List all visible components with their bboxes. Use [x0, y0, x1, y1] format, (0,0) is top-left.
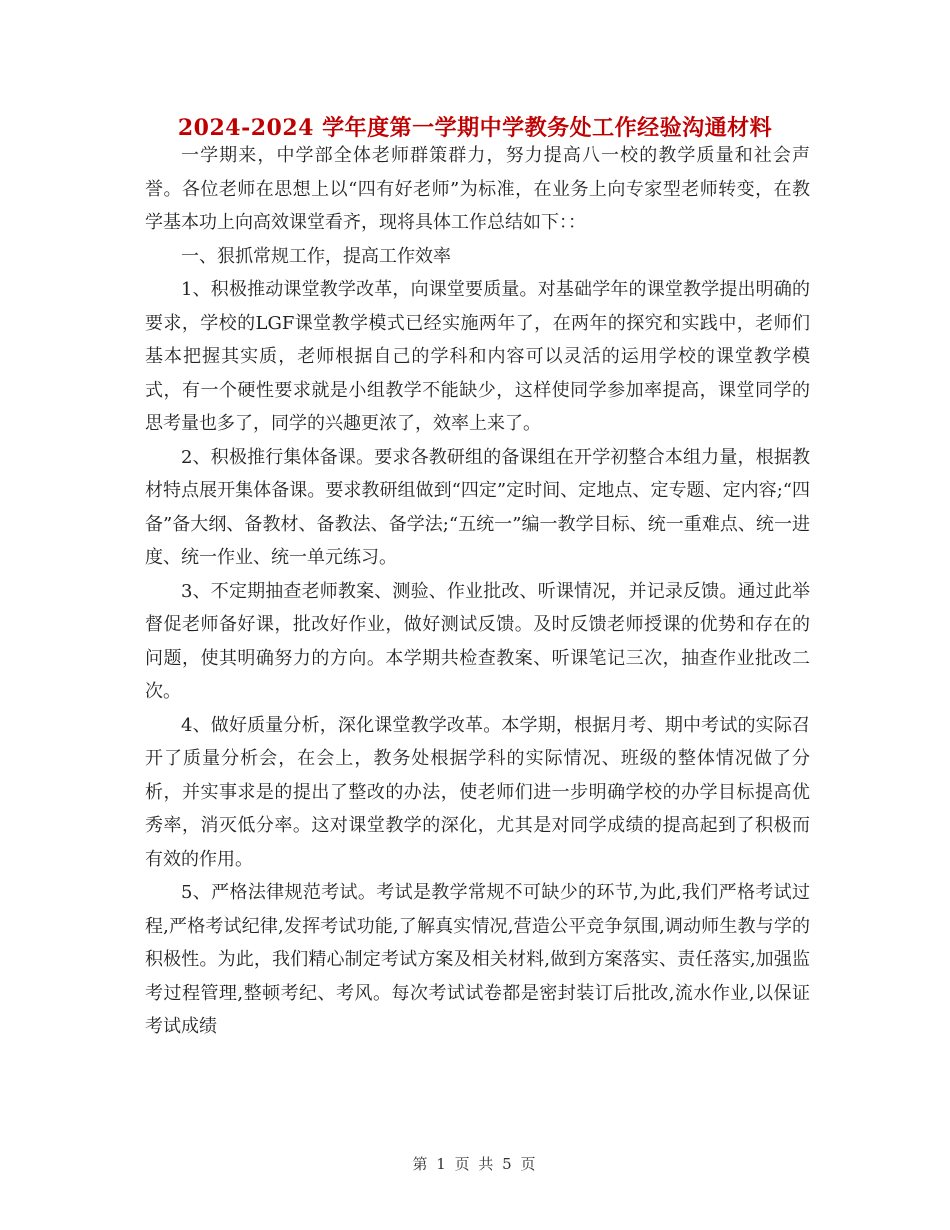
- item-paragraph-5: 5、严格法律规范考试。考试是教学常规不可缺少的环节,为此,我们严格考试过程,严格考试纪律,发挥考试功能,了解真实情况,营造公平竞争氛围,调动师生教与学的积极性。为此，我们精心制定考试方案及相关材料,做到方案落实、责任落实,加强监考过程管理,整顿考纪、考风。每次考试试卷都是密封装订后批改,流水作业,以保证考试成绩: [145, 882, 810, 1037]
- section-heading: 一、狠抓常规工作，提高工作效率: [181, 245, 451, 267]
- item-paragraph-1: 1、积极推动课堂教学改革，向课堂要质量。对基础学年的课堂教学提出明确的要求，学校的LGF课堂教学模式已经实施两年了，在两年的探究和实践中，老师们基本把握其实质，老师根据自己的学科和内容可以灵活的运用学校的课堂教学模式，有一个硬性要求就是小组教学不能缺少，这样使同学参加率提高，课堂同学的思考量也多了，同学的兴趣更浓了，效率上来了。: [145, 279, 810, 434]
- document-body: [145, 139, 810, 1044]
- page-number: 第 1 页 共 5 页: [412, 1155, 538, 1173]
- item-paragraph-3: 3、不定期抽查老师教案、测验、作业批改、听课情况，并记录反馈。通过此举督促老师备好课，批改好作业，做好测试反馈。及时反馈老师授课的优势和存在的问题，使其明确努力的方向。本学期共检查教案、听课笔记三次，抽查作业批改二次。: [145, 580, 810, 702]
- item-paragraph-2: 2、积极推行集体备课。要求各教研组的备课组在开学初整合本组力量，根据教材特点展开集体备课。要求教研组做到“四定”定时间、定地点、定专题、定内容;“四备”备大纲、备教材、备教法、备学法;“五统一”编一教学目标、统一重难点、统一进度、统一作业、统一单元练习。: [145, 446, 810, 568]
- intro-paragraph: 一学期来，中学部全体老师群策群力，努力提高八一校的教学质量和社会声誉。各位老师在思想上以“四有好老师”为标准，在业务上向专家型老师转变，在教学基本功上向高效课堂看齐，现将具体工作总结如下：：: [145, 145, 810, 233]
- item-paragraph-4: 4、做好质量分析，深化课堂教学改革。本学期，根据月考、期中考试的实际召开了质量分析会，在会上，教务处根据学科的实际情况、班级的整体情况做了分析，并实事求是的提出了整改的办法，使老师们进一步明确学校的办学目标提高优秀率，消灭低分率。这对课堂教学的深化，尤其是对同学成绩的提高起到了积极而有效的作用。: [145, 714, 810, 870]
- document-title: 2024-2024 学年度第一学期中学教务处工作经验沟通材料: [177, 115, 773, 141]
